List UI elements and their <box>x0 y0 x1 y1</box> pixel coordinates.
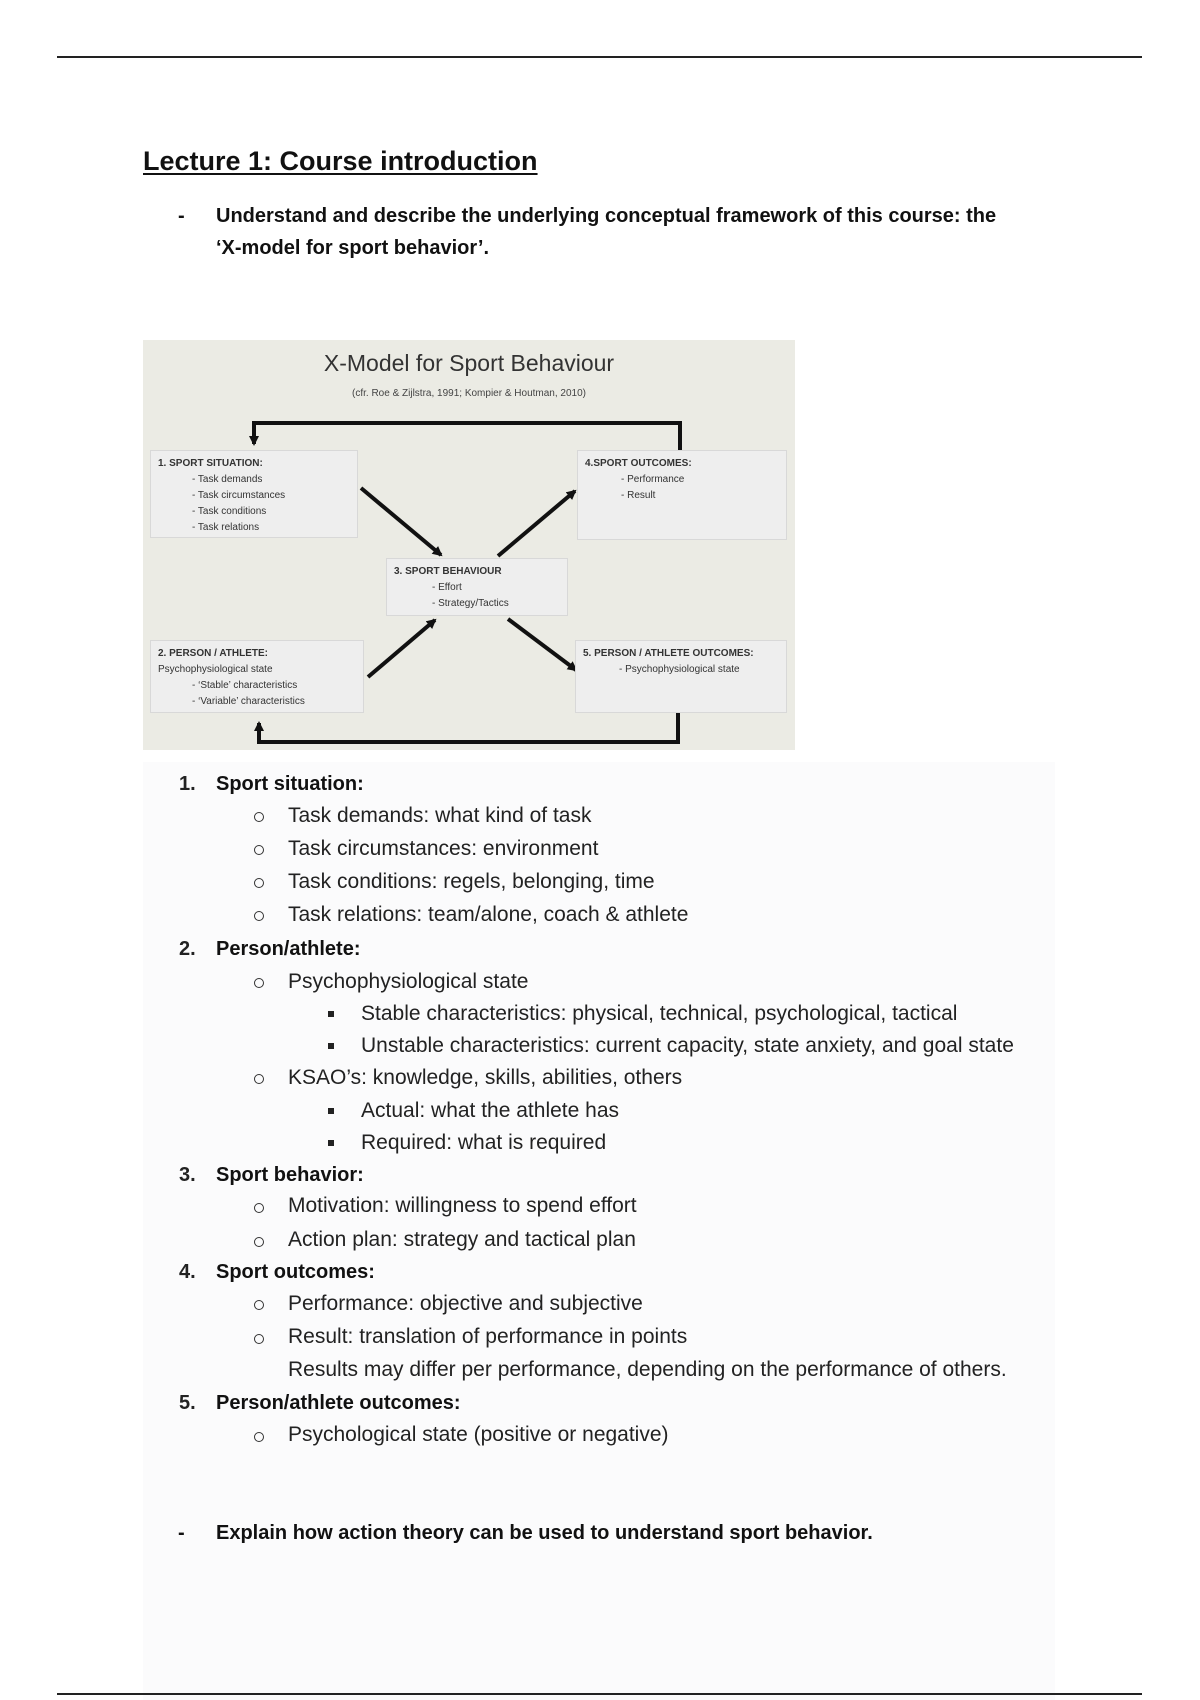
objective-1-line1: Understand and describe the underlying conceptual framework of this course: the <box>216 205 997 227</box>
list-item: Motivation: willingness to spend effort <box>288 1194 637 1217</box>
list-item: KSAO’s: knowledge, skills, abilities, others <box>288 1066 683 1089</box>
list-item: Psychophysiological state <box>288 970 529 993</box>
header-rule <box>57 56 1142 58</box>
objective-1-marker: - <box>178 205 185 227</box>
box-4-item: - Performance <box>621 474 685 485</box>
box-4-title: 4.SPORT OUTCOMES: <box>585 458 692 469</box>
list-note: Results may differ per performance, depending on the performance of others. <box>288 1358 1007 1381</box>
sub-list-item: Unstable characteristics: current capacity, state anxiety, and goal state <box>361 1034 1014 1057</box>
box-1-title: 1. SPORT SITUATION: <box>158 458 263 469</box>
box-2-item: - ‘Stable’ characteristics <box>192 680 298 691</box>
list-item: Action plan: strategy and tactical plan <box>288 1228 636 1251</box>
list-item: Performance: objective and subjective <box>288 1292 643 1315</box>
circle-bullet-icon <box>254 1432 264 1442</box>
list-item: Task demands: what kind of task <box>288 804 592 827</box>
objective-2-marker: - <box>178 1522 185 1544</box>
circle-bullet-icon <box>254 1300 264 1310</box>
arrow-athlete-to-behaviour <box>368 620 435 677</box>
box-5-title: 5. PERSON / ATHLETE OUTCOMES: <box>583 648 754 659</box>
section-number: 2. <box>179 938 196 960</box>
square-bullet-icon <box>328 1140 334 1146</box>
section-number: 3. <box>179 1164 196 1186</box>
box-athlete-outcomes <box>575 640 787 713</box>
box-person-athlete <box>150 640 364 713</box>
feedback-arrow-top <box>254 423 680 450</box>
circle-bullet-icon <box>254 1334 264 1344</box>
arrow-behaviour-to-athlete-outcomes <box>508 619 576 670</box>
section-title: Person/athlete outcomes: <box>216 1392 461 1414</box>
objective-1-line2: ‘X-model for sport behavior’. <box>216 237 489 259</box>
section-title: Sport situation: <box>216 773 364 795</box>
section-title: Sport outcomes: <box>216 1261 375 1283</box>
box-1-item: - Task conditions <box>192 506 267 517</box>
box-sport-behaviour <box>386 558 568 616</box>
circle-bullet-icon <box>254 878 264 888</box>
square-bullet-icon <box>328 1108 334 1114</box>
list-item: Task conditions: regels, belonging, time <box>288 870 655 893</box>
box-2-line: Psychophysiological state <box>158 664 273 675</box>
circle-bullet-icon <box>254 978 264 988</box>
square-bullet-icon <box>328 1043 334 1049</box>
section-title: Person/athlete: <box>216 938 361 960</box>
feedback-arrow-bottom <box>259 713 678 742</box>
section-number: 1. <box>179 773 196 795</box>
box-4-item: - Result <box>621 490 656 501</box>
list-item: Task circumstances: environment <box>288 837 599 860</box>
circle-bullet-icon <box>254 911 264 921</box>
sub-list-item: Actual: what the athlete has <box>361 1099 619 1122</box>
box-sport-situation <box>150 450 358 538</box>
list-item: Psychological state (positive or negative) <box>288 1423 669 1446</box>
box-3-title: 3. SPORT BEHAVIOUR <box>394 566 502 577</box>
page-title: Lecture 1: Course introduction <box>143 146 538 176</box>
section-number: 4. <box>179 1261 196 1283</box>
sub-list-item: Stable characteristics: physical, technical, psychological, tactical <box>361 1002 958 1025</box>
list-item: Result: translation of performance in points <box>288 1325 688 1348</box>
diagram-title: X-Model for Sport Behaviour <box>323 350 615 376</box>
list-item: Task relations: team/alone, coach & athlete <box>288 903 689 926</box>
box-1-item: - Task demands <box>192 474 263 485</box>
objective-2-text: Explain how action theory can be used to understand sport behavior. <box>216 1522 873 1544</box>
footer-rule <box>57 1693 1142 1695</box>
section-number: 5. <box>179 1392 196 1414</box>
box-sport-outcomes <box>577 450 787 540</box>
circle-bullet-icon <box>254 1074 264 1084</box>
box-3-item: - Strategy/Tactics <box>432 598 509 609</box>
circle-bullet-icon <box>254 1203 264 1213</box>
box-3-item: - Effort <box>432 582 462 593</box>
square-bullet-icon <box>328 1011 334 1017</box>
box-5-item: - Psychophysiological state <box>619 664 740 675</box>
circle-bullet-icon <box>254 1237 264 1247</box>
diagram-subtitle: (cfr. Roe & Zijlstra, 1991; Kompier & Houtman, 2010) <box>352 388 586 399</box>
section-title: Sport behavior: <box>216 1164 364 1186</box>
arrow-situation-to-behaviour <box>361 488 441 555</box>
arrow-behaviour-to-outcomes <box>498 491 575 556</box>
x-model-diagram <box>143 340 795 750</box>
box-2-item: - ‘Variable’ characteristics <box>192 696 305 707</box>
sub-list-item: Required: what is required <box>361 1131 607 1154</box>
box-1-item: - Task relations <box>192 522 260 533</box>
circle-bullet-icon <box>254 845 264 855</box>
box-2-title: 2. PERSON / ATHLETE: <box>158 648 269 659</box>
box-1-item: - Task circumstances <box>192 490 286 501</box>
circle-bullet-icon <box>254 812 264 822</box>
